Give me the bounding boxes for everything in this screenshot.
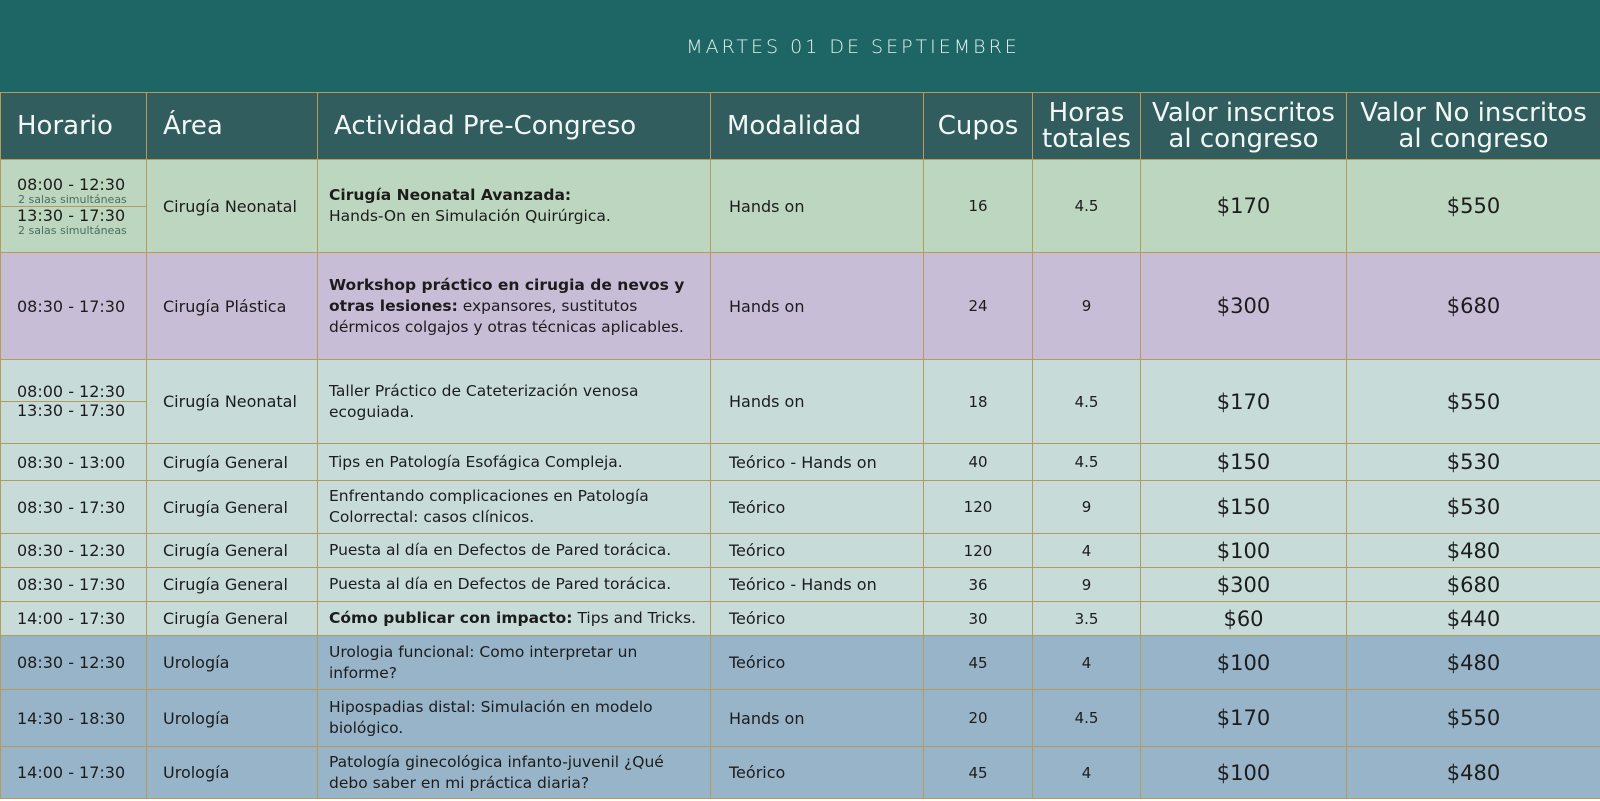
price-no-inscritos-cell: $550 (1347, 690, 1600, 747)
time-note: 2 salas simultáneas (18, 192, 127, 206)
header-modalidad: Modalidad (711, 93, 924, 160)
price-inscritos-cell: $100 (1141, 747, 1347, 799)
cupos-cell: 45 (924, 747, 1033, 799)
activity-cell (318, 160, 711, 253)
horas-cell: 9 (1033, 481, 1141, 534)
table-row (1, 360, 1600, 444)
header-valor-inscritos-line1: Valor inscritos (1152, 98, 1335, 128)
modality-cell: Hands on (711, 160, 924, 253)
price-inscritos-cell: $300 (1141, 253, 1347, 360)
header-horas-line1: Horas (1048, 98, 1125, 128)
price-no-inscritos-cell: $680 (1347, 568, 1600, 602)
price-no-inscritos-cell: $530 (1347, 481, 1600, 534)
header-valor-inscritos (1141, 93, 1347, 160)
area-cell: Cirugía Neonatal (147, 160, 318, 253)
time-cell: 08:30 - 13:00 (1, 444, 147, 481)
horas-cell: 4.5 (1033, 444, 1141, 481)
table-row (1, 568, 1600, 602)
area-cell: Urología (147, 690, 318, 747)
table-row (1, 747, 1600, 799)
activity-bold: Workshop práctico en cirugia de nevos y otras lesiones: (329, 275, 685, 315)
page-title: MARTES 01 DE SEPTIEMBRE (686, 36, 1020, 58)
cupos-cell: 18 (924, 360, 1033, 444)
activity-text: Tips and Tricks. (577, 609, 697, 627)
time-note: 2 salas simultáneas (18, 223, 127, 237)
time-slot: 08:00 - 12:30 (17, 174, 126, 194)
header-actividad: Actividad Pre-Congreso (318, 93, 711, 160)
table-row (1, 160, 1600, 253)
area-cell: Cirugía General (147, 534, 318, 568)
header-horas-line2: totales (1042, 124, 1131, 154)
horas-cell: 4 (1033, 534, 1141, 568)
time-cell (1, 360, 147, 444)
time-slot: 13:30 - 17:30 (17, 401, 126, 420)
area-cell: Cirugía Neonatal (147, 360, 318, 444)
cupos-cell: 20 (924, 690, 1033, 747)
horas-cell: 4 (1033, 747, 1141, 799)
table-row (1, 481, 1600, 534)
activity-text: Hands-On en Simulación Quirúrgica. (329, 207, 611, 225)
title-bar (0, 0, 1600, 92)
cupos-cell: 120 (924, 534, 1033, 568)
modality-cell: Teórico (711, 481, 924, 534)
price-inscritos-cell: $170 (1141, 360, 1347, 444)
price-no-inscritos-cell: $480 (1347, 636, 1600, 690)
horas-cell: 4.5 (1033, 160, 1141, 253)
header-valor-no-inscritos-line1: Valor No inscritos (1360, 98, 1587, 128)
area-cell: Urología (147, 747, 318, 799)
area-cell: Cirugía General (147, 444, 318, 481)
schedule-table (0, 92, 1600, 799)
cupos-cell: 45 (924, 636, 1033, 690)
price-no-inscritos-cell: $680 (1347, 253, 1600, 360)
modality-cell: Hands on (711, 253, 924, 360)
horas-cell: 9 (1033, 253, 1141, 360)
activity-cell: Patología ginecológica infanto-juvenil ¿Qué debo saber en mi práctica diaria? (318, 747, 711, 799)
header-area: Área (147, 93, 318, 160)
price-inscritos-cell: $100 (1141, 534, 1347, 568)
modality-cell: Teórico (711, 534, 924, 568)
activity-cell: Tips en Patología Esofágica Compleja. (318, 444, 711, 481)
horas-cell: 3.5 (1033, 602, 1141, 636)
price-no-inscritos-cell: $480 (1347, 747, 1600, 799)
table-row (1, 253, 1600, 360)
modality-cell: Teórico - Hands on (711, 568, 924, 602)
table-row (1, 534, 1600, 568)
header-horas (1033, 93, 1141, 160)
cupos-cell: 36 (924, 568, 1033, 602)
activity-cell: Puesta al día en Defectos de Pared torácica. (318, 534, 711, 568)
cupos-cell: 24 (924, 253, 1033, 360)
time-cell: 14:00 - 17:30 (1, 747, 147, 799)
activity-cell: Urologia funcional: Como interpretar un informe? (318, 636, 711, 690)
table-row (1, 602, 1600, 636)
time-cell: 14:00 - 17:30 (1, 602, 147, 636)
area-cell: Cirugía General (147, 568, 318, 602)
activity-cell (318, 602, 711, 636)
time-cell: 08:30 - 12:30 (1, 534, 147, 568)
time-cell: 14:30 - 18:30 (1, 690, 147, 747)
price-inscritos-cell: $170 (1141, 160, 1347, 253)
header-valor-no-inscritos (1347, 93, 1600, 160)
activity-cell (318, 253, 711, 360)
area-cell: Cirugía Plástica (147, 253, 318, 360)
activity-text: expansores, sustitutos dérmicos colgajos y otras técnicas aplicables. (329, 296, 684, 336)
table-header-row (1, 93, 1600, 160)
price-inscritos-cell: $170 (1141, 690, 1347, 747)
area-cell: Cirugía General (147, 602, 318, 636)
table-row (1, 636, 1600, 690)
horas-cell: 4.5 (1033, 360, 1141, 444)
header-horario: Horario (1, 93, 147, 160)
price-inscritos-cell: $150 (1141, 481, 1347, 534)
table-row (1, 444, 1600, 481)
price-no-inscritos-cell: $480 (1347, 534, 1600, 568)
activity-bold: Cirugía Neonatal Avanzada: (329, 186, 572, 204)
price-inscritos-cell: $100 (1141, 636, 1347, 690)
price-inscritos-cell: $60 (1141, 602, 1347, 636)
price-inscritos-cell: $150 (1141, 444, 1347, 481)
time-cell: 08:30 - 17:30 (1, 253, 147, 360)
cupos-cell: 16 (924, 160, 1033, 253)
activity-cell: Hipospadias distal: Simulación en modelo biológico. (318, 690, 711, 747)
header-cupos: Cupos (924, 93, 1033, 160)
time-cell (1, 160, 147, 253)
activity-cell: Puesta al día en Defectos de Pared torácica. (318, 568, 711, 602)
horas-cell: 9 (1033, 568, 1141, 602)
activity-bold: Cómo publicar con impacto: (329, 609, 573, 627)
time-slot: 13:30 - 17:30 (17, 205, 126, 225)
modality-cell: Teórico (711, 602, 924, 636)
modality-cell: Teórico - Hands on (711, 444, 924, 481)
price-no-inscritos-cell: $530 (1347, 444, 1600, 481)
header-valor-no-inscritos-line2: al congreso (1398, 124, 1549, 154)
horas-cell: 4 (1033, 636, 1141, 690)
activity-cell: Enfrentando complicaciones en Patología Colorrectal: casos clínicos. (318, 481, 711, 534)
modality-cell: Hands on (711, 690, 924, 747)
table-row (1, 690, 1600, 747)
time-slot: 08:00 - 12:30 (17, 382, 126, 401)
modality-cell: Teórico (711, 636, 924, 690)
cupos-cell: 40 (924, 444, 1033, 481)
area-cell: Urología (147, 636, 318, 690)
time-cell: 08:30 - 12:30 (1, 636, 147, 690)
time-cell: 08:30 - 17:30 (1, 481, 147, 534)
cupos-cell: 120 (924, 481, 1033, 534)
modality-cell: Hands on (711, 360, 924, 444)
price-no-inscritos-cell: $550 (1347, 360, 1600, 444)
price-no-inscritos-cell: $440 (1347, 602, 1600, 636)
horas-cell: 4.5 (1033, 690, 1141, 747)
cupos-cell: 30 (924, 602, 1033, 636)
header-valor-inscritos-line2: al congreso (1168, 124, 1319, 154)
area-cell: Cirugía General (147, 481, 318, 534)
modality-cell: Teórico (711, 747, 924, 799)
time-cell: 08:30 - 17:30 (1, 568, 147, 602)
activity-cell: Taller Práctico de Cateterización venosa ecoguiada. (318, 360, 711, 444)
price-no-inscritos-cell: $550 (1347, 160, 1600, 253)
price-inscritos-cell: $300 (1141, 568, 1347, 602)
